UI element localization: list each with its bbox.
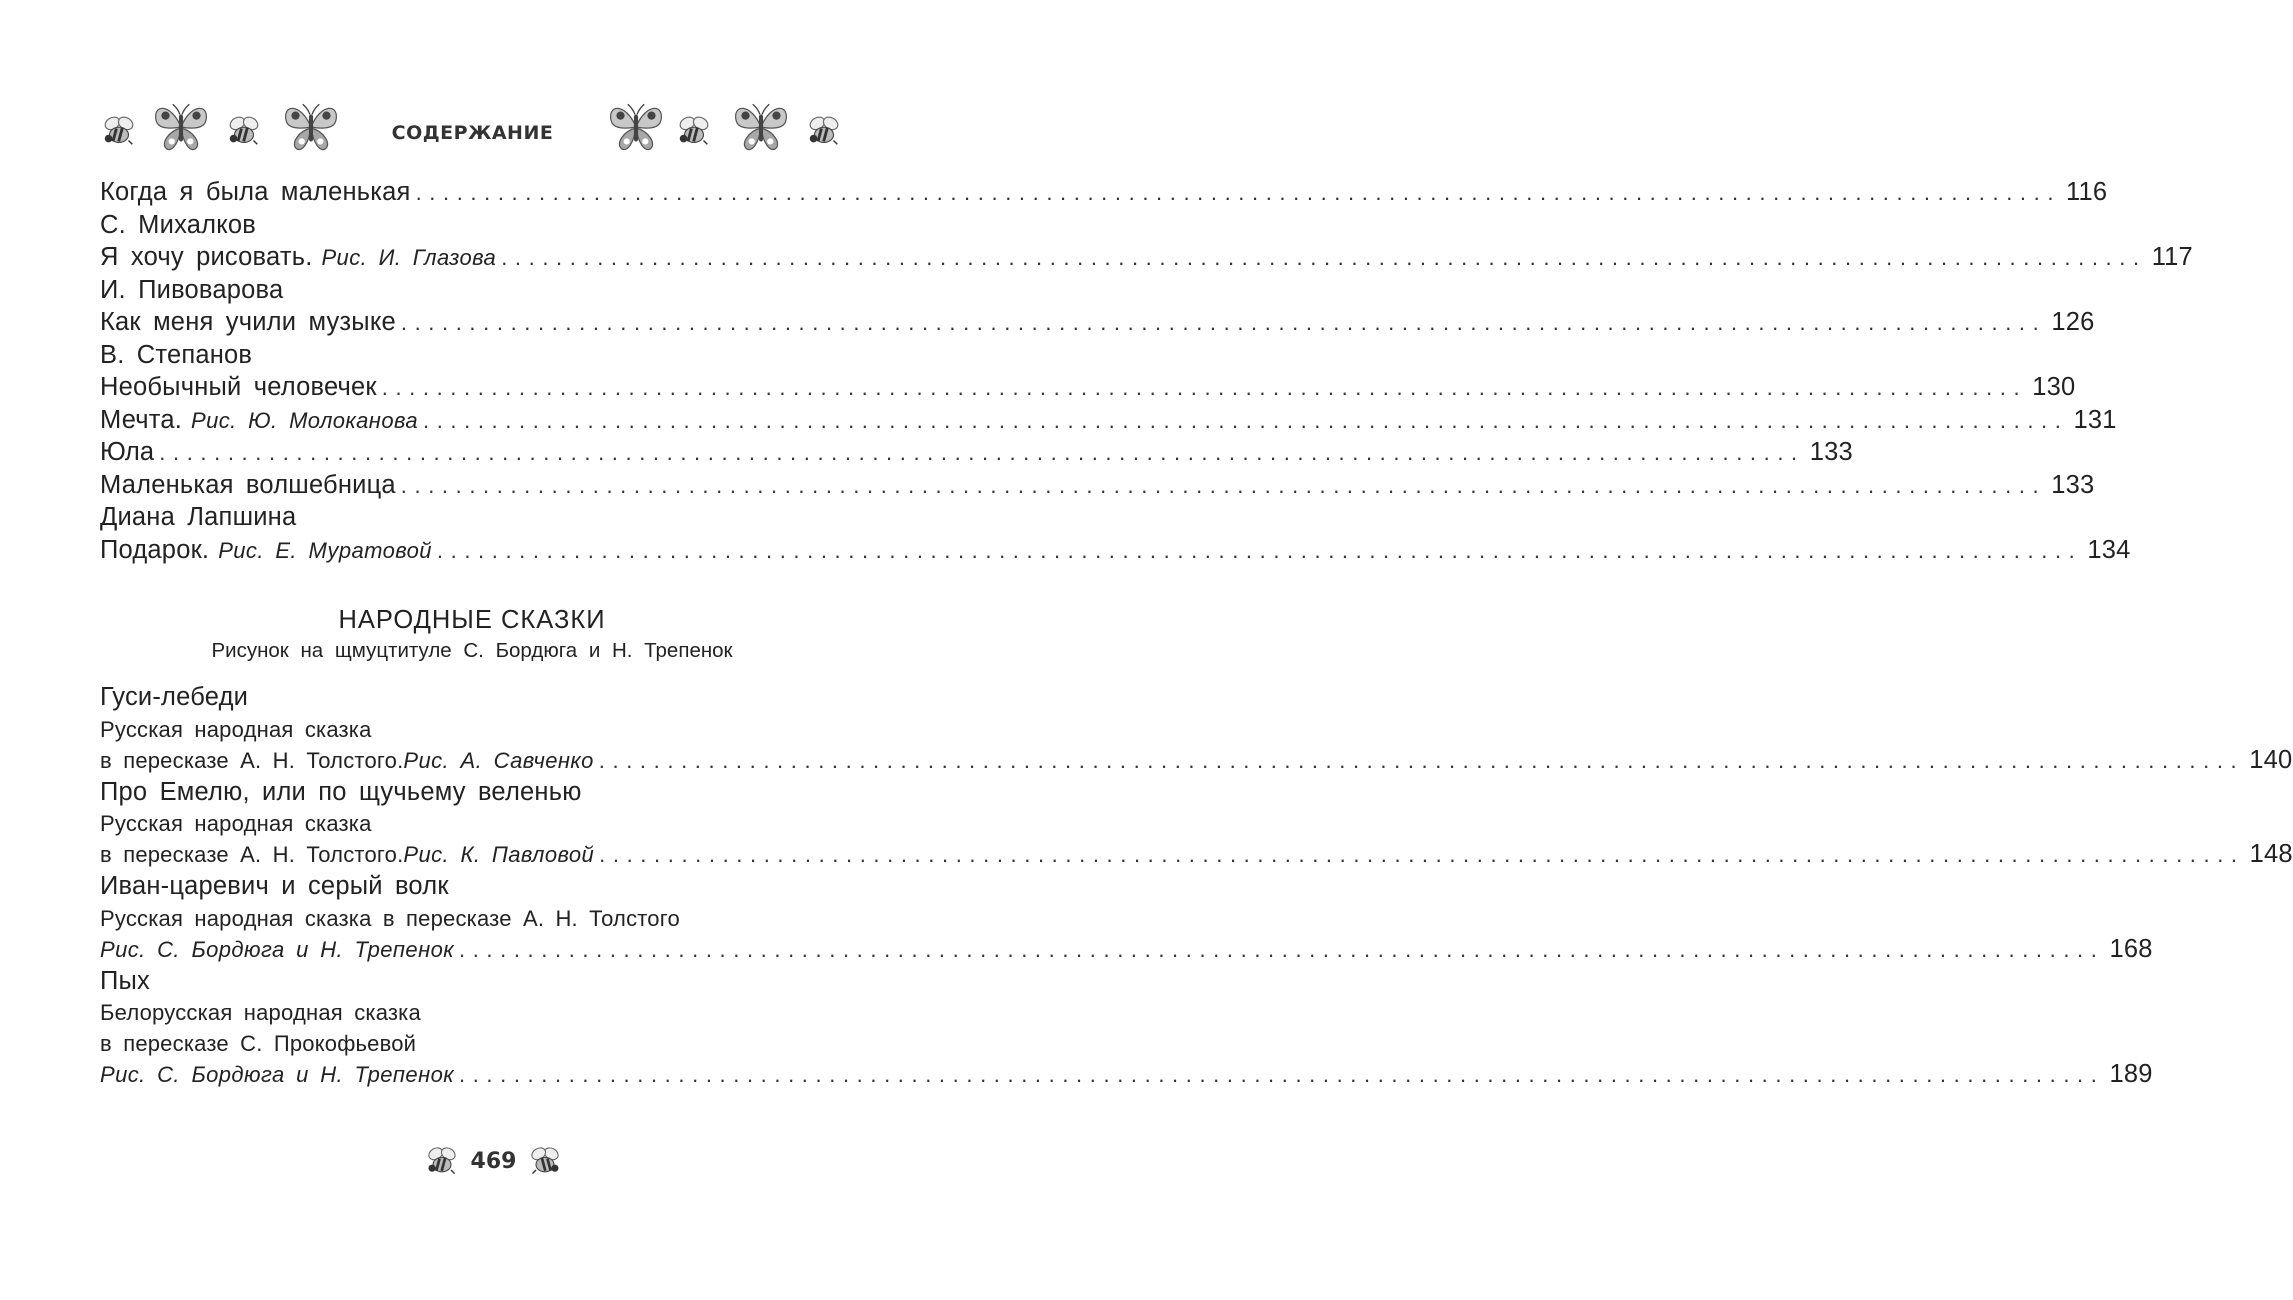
section-title: НАРОДНЫЕ СКАЗКИ: [338, 606, 606, 634]
dot-leader: ........................................................................................................................: [415, 180, 2062, 205]
toc-entries-authors: [100, 176, 2193, 566]
page-number: 189: [2109, 1060, 2153, 1088]
page-number: 140: [2249, 745, 2293, 774]
toc-entry-line: Русская народная сказка: [100, 811, 372, 836]
butterfly-icon: [605, 100, 667, 154]
page-number: 148: [2249, 840, 2293, 868]
dot-leader: ........................................................................................................................: [400, 310, 2047, 335]
toc-entry-title[interactable]: Иван-царевич и серый волк: [100, 872, 449, 900]
toc-entry-line: в пересказе С. Прокофьевой: [100, 1031, 417, 1056]
page-number: 116: [2066, 178, 2108, 206]
page-footer: [0, 1143, 987, 1179]
page-number-footer: 469: [470, 1148, 517, 1174]
dot-leader: ........................................................................................................................: [598, 747, 2245, 773]
dot-leader: ........................................................................................................................: [459, 1062, 2105, 1087]
section-folk-tales: [100, 604, 844, 665]
toc-entry[interactable]: [100, 241, 2193, 274]
toc-entry[interactable]: [100, 469, 2095, 502]
page-number: 126: [2051, 308, 2095, 336]
entry-title: Юла: [100, 438, 155, 466]
page-number: 133: [1809, 438, 1853, 466]
toc-entry[interactable]: [100, 306, 2095, 339]
dot-leader: ........................................................................................................................: [501, 245, 2147, 270]
toc-entry[interactable]: [100, 404, 2117, 437]
toc-entries-tales: [100, 681, 2293, 1090]
illustrator: Рис. И. Глазова: [321, 245, 497, 270]
toc-entry[interactable]: в пересказе А. Н. Толстого. Рис. А. Савченко ........................................................................................................................ 140: [100, 745, 2293, 774]
dot-leader: ........................................................................................................................: [423, 407, 2069, 433]
page-number: 134: [2087, 535, 2131, 564]
illustrator: Рис. С. Бордюга и Н. Трепенок: [100, 936, 454, 962]
entry-title: Мечта.: [100, 405, 183, 434]
entry-title: Подарок.: [100, 535, 210, 564]
dot-leader: ........................................................................................................................: [400, 472, 2047, 498]
bee-icon: [805, 112, 843, 150]
toc-entry[interactable]: [100, 371, 2076, 404]
bee-icon: [527, 1143, 563, 1179]
toc-entry-title[interactable]: Про Емелю, или по щучьему веленью: [100, 777, 582, 806]
toc-author: В. Степанов: [100, 340, 253, 369]
butterfly-icon: [730, 100, 792, 154]
entry-title: Когда я была маленькая: [100, 178, 411, 206]
entry-title: Я хочу рисовать.: [100, 243, 313, 271]
entry-title: Необычный человечек: [100, 373, 377, 401]
toc-entry[interactable]: [100, 1059, 2153, 1090]
page-number: 130: [2032, 373, 2076, 401]
toc-entry[interactable]: [100, 534, 2131, 567]
toc-entry[interactable]: [100, 176, 2108, 209]
table-of-contents: [100, 176, 2293, 1090]
bee-icon: [675, 112, 713, 150]
illustrator: Рис. К. Павловой: [403, 842, 595, 867]
page-number: 133: [2051, 470, 2095, 499]
toc-entry-title[interactable]: Гуси-лебеди: [100, 683, 249, 711]
dot-leader: ........................................................................................................................: [436, 537, 2083, 563]
page-header: [100, 100, 845, 170]
toc-entry[interactable]: [100, 934, 2153, 965]
toc-entry[interactable]: [100, 436, 1853, 469]
toc-entry[interactable]: в пересказе А. Н. Толстого. Рис. К. Павловой ........................................................................................................................ 148: [100, 840, 2293, 868]
illustrator: Рис. С. Бордюга и Н. Трепенок: [100, 1062, 454, 1087]
page-number: 117: [2151, 243, 2193, 271]
entry-title: Маленькая волшебница: [100, 470, 396, 499]
dot-leader: ........................................................................................................................: [599, 842, 2245, 867]
entry-title: Как меня учили музыке: [100, 308, 396, 336]
illustrator: Рис. А. Савченко: [403, 747, 594, 773]
toc-entry-line: Русская народная сказка в пересказе А. Н. Толстого: [100, 905, 680, 931]
toc-entry-line: Белорусская народная сказка: [100, 1000, 421, 1025]
toc-entry-title[interactable]: Пых: [100, 966, 151, 995]
toc-author: С. Михалков: [100, 210, 256, 239]
dot-leader: ........................................................................................................................: [159, 440, 1805, 465]
toc-author: И. Пивоварова: [100, 275, 284, 304]
illustrator: Рис. Е. Муратовой: [218, 537, 432, 563]
dot-leader: ........................................................................................................................: [381, 375, 2028, 400]
page-number: 131: [2073, 405, 2117, 434]
page-title: СОДЕРЖАНИЕ: [391, 122, 554, 144]
toc-author: Диана Лапшина: [100, 503, 297, 531]
bee-icon: [424, 1143, 460, 1179]
dot-leader: ........................................................................................................................: [459, 936, 2105, 962]
illustrator: Рис. Ю. Молоканова: [191, 407, 418, 433]
section-subtitle: Рисунок на щмуцтитуле С. Бордюга и Н. Трепенок: [211, 639, 733, 662]
page-number: 168: [2109, 934, 2153, 963]
toc-entry-line: Русская народная сказка: [100, 716, 372, 742]
